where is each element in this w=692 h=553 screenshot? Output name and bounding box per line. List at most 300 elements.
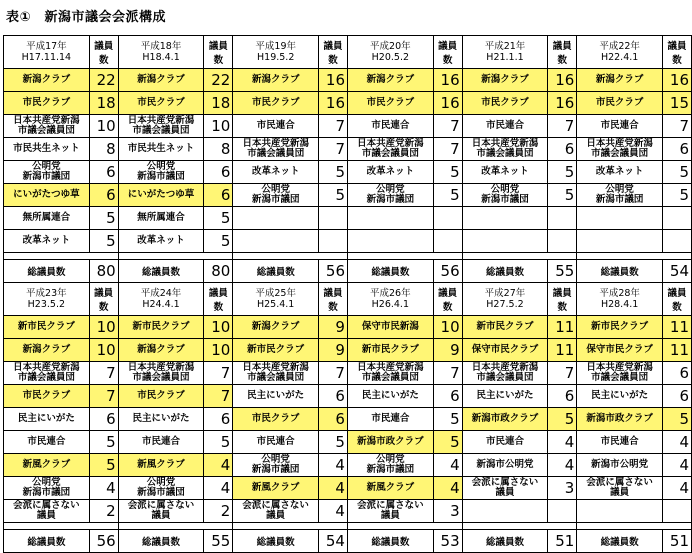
faction-seats: 6	[548, 138, 577, 161]
date-label: H28.4.1	[600, 299, 639, 310]
era-label: 平成26年	[370, 288, 411, 299]
faction-seats: 7	[89, 362, 118, 385]
faction-seats: 4	[548, 431, 577, 454]
faction-name: 市民クラブ	[233, 92, 319, 115]
seat-count-header: 議員数	[548, 36, 577, 69]
faction-name: 新潟市政クラブ	[462, 408, 548, 431]
faction-name: 日本共産党新潟 市議会議員団	[577, 362, 663, 385]
faction-seats: 7	[319, 115, 348, 138]
faction-seats	[319, 207, 348, 230]
faction-seats: 10	[433, 316, 462, 339]
faction-seats: 7	[433, 138, 462, 161]
faction-name: 民主にいがた	[462, 385, 548, 408]
faction-seats: 4	[204, 454, 233, 477]
era-label: 平成19年	[255, 41, 296, 52]
separator-cell	[233, 523, 348, 530]
date-label: H21.1.1	[486, 52, 524, 63]
faction-seats: 9	[319, 316, 348, 339]
faction-seats: 5	[662, 184, 691, 207]
faction-name: 市民クラブ	[348, 92, 434, 115]
separator-cell	[118, 253, 233, 260]
separator-row	[4, 253, 692, 260]
total-seats: 56	[89, 530, 118, 553]
faction-seats: 4	[319, 454, 348, 477]
faction-seats: 6	[662, 138, 691, 161]
total-seats: 80	[204, 260, 233, 283]
separator-cell	[4, 253, 119, 260]
faction-name: 民主にいがた	[118, 408, 204, 431]
table-row	[4, 138, 692, 161]
faction-name: 市民クラブ	[4, 92, 90, 115]
faction-seats: 6	[204, 161, 233, 184]
faction-name: 改革ネット	[4, 230, 90, 253]
faction-name: 新市民クラブ	[577, 316, 663, 339]
total-label: 総議員数	[577, 530, 663, 553]
faction-seats: 10	[89, 115, 118, 138]
total-label: 総議員数	[347, 530, 433, 553]
faction-name: 公明党 新潟市議団	[118, 477, 204, 500]
table-row	[4, 230, 692, 253]
faction-name: 公明党 新潟市議団	[347, 454, 433, 477]
seat-count-header: 議員数	[548, 283, 577, 316]
table-row	[4, 69, 692, 92]
faction-name: 市民連合	[348, 115, 434, 138]
faction-name: 公明党 新潟市議団	[4, 161, 90, 184]
faction-seats: 5	[433, 184, 462, 207]
faction-seats: 16	[319, 69, 348, 92]
faction-name: 改革ネット	[462, 161, 548, 184]
separator-cell	[348, 253, 463, 260]
faction-name: 市民共生ネット	[118, 138, 204, 161]
separator-cell	[577, 253, 692, 260]
faction-name	[577, 230, 663, 253]
seat-count-header: 議員数	[89, 36, 118, 69]
faction-seats: 7	[204, 362, 233, 385]
faction-name	[348, 207, 434, 230]
total-label: 総議員数	[348, 260, 434, 283]
faction-name	[577, 207, 663, 230]
faction-name: 市民連合	[462, 115, 548, 138]
faction-name: 新風クラブ	[118, 454, 204, 477]
era-label: 平成27年	[484, 288, 526, 299]
table-row	[4, 500, 692, 523]
table-row	[4, 161, 692, 184]
faction-seats: 5	[433, 161, 462, 184]
separator-cell	[4, 523, 119, 530]
faction-seats: 5	[204, 207, 233, 230]
faction-name: にいがたつゆ草	[118, 184, 204, 207]
faction-name: 新風クラブ	[4, 454, 90, 477]
date-label: H20.5.2	[371, 52, 410, 63]
faction-name: 新潟クラブ	[577, 69, 663, 92]
faction-seats: 11	[662, 316, 691, 339]
separator-cell	[462, 523, 577, 530]
faction-name: 市民連合	[118, 431, 204, 454]
column-date-header	[4, 283, 90, 316]
faction-seats: 2	[204, 500, 233, 523]
seat-count-header: 議員数	[319, 36, 348, 69]
faction-name: 日本共産党新潟 市議会議員団	[118, 115, 204, 138]
faction-seats: 22	[204, 69, 233, 92]
faction-seats: 7	[204, 385, 233, 408]
faction-seats: 16	[548, 69, 577, 92]
date-label: H18.4.1	[142, 52, 180, 63]
separator-cell	[577, 523, 692, 530]
faction-name: 日本共産党新潟 市議会議員団	[347, 362, 433, 385]
table-row	[4, 385, 692, 408]
total-label: 総議員数	[4, 530, 90, 553]
separator-row	[4, 523, 692, 530]
faction-name: 新潟クラブ	[233, 69, 319, 92]
faction-seats: 6	[319, 385, 348, 408]
faction-seats: 6	[662, 362, 691, 385]
faction-seats: 11	[662, 339, 691, 362]
era-label: 平成21年	[484, 41, 526, 52]
faction-seats: 5	[204, 431, 233, 454]
faction-name: 公明党 新潟市議団	[577, 184, 663, 207]
faction-name: 新市民クラブ	[462, 316, 548, 339]
faction-seats	[662, 500, 691, 523]
faction-seats: 5	[433, 431, 462, 454]
faction-name: 市民クラブ	[462, 92, 548, 115]
faction-name: 改革ネット	[348, 161, 434, 184]
faction-name: 会派に属さない 議員	[577, 477, 663, 500]
era-label: 平成17年	[26, 41, 67, 52]
faction-name	[233, 230, 319, 253]
faction-seats: 5	[319, 184, 348, 207]
faction-seats: 8	[89, 138, 118, 161]
total-seats: 55	[204, 530, 233, 553]
faction-name: 新市民クラブ	[347, 339, 433, 362]
total-row	[4, 530, 692, 553]
faction-name: 新潟クラブ	[4, 69, 90, 92]
faction-seats: 4	[204, 477, 233, 500]
faction-name: 民主にいがた	[577, 385, 663, 408]
era-label: 平成24年	[140, 288, 182, 299]
faction-seats: 10	[204, 115, 233, 138]
date-label: H27.5.2	[486, 299, 524, 310]
faction-seats: 5	[89, 207, 118, 230]
faction-name: 公明党 新潟市議団	[462, 184, 548, 207]
faction-table-h17-h22	[3, 35, 692, 283]
faction-seats: 5	[89, 454, 118, 477]
faction-seats: 4	[662, 431, 691, 454]
faction-seats: 6	[89, 184, 118, 207]
column-date-header	[577, 283, 663, 316]
total-label: 総議員数	[233, 260, 319, 283]
separator-cell	[347, 523, 462, 530]
faction-name: 市民連合	[462, 431, 548, 454]
era-label: 平成18年	[140, 41, 182, 52]
faction-seats: 3	[548, 477, 577, 500]
seat-count-header: 議員数	[662, 283, 691, 316]
faction-name	[462, 207, 548, 230]
total-label: 総議員数	[233, 530, 319, 553]
faction-seats: 16	[433, 92, 462, 115]
faction-name: 新潟市政クラブ	[577, 408, 663, 431]
faction-name: 会派に属さない 議員	[4, 500, 90, 523]
faction-name: 新潟クラブ	[233, 316, 319, 339]
faction-name: 日本共産党新潟 市議会議員団	[233, 138, 319, 161]
column-date-header	[4, 36, 90, 69]
date-label: H26.4.1	[371, 299, 409, 310]
seat-count-header: 議員数	[89, 283, 118, 316]
table-row	[4, 454, 692, 477]
faction-seats: 4	[662, 477, 691, 500]
faction-name: 市民連合	[233, 431, 319, 454]
total-label: 総議員数	[462, 260, 548, 283]
faction-name: 市民クラブ	[577, 92, 663, 115]
faction-seats: 5	[548, 408, 577, 431]
table-row	[4, 408, 692, 431]
faction-name: 新風クラブ	[233, 477, 319, 500]
seat-count-header: 議員数	[204, 283, 233, 316]
seat-count-header: 議員数	[662, 36, 691, 69]
faction-seats: 7	[662, 115, 691, 138]
total-seats: 80	[89, 260, 118, 283]
page-title: 表① 新潟市議会会派構成	[6, 10, 167, 25]
faction-seats: 11	[548, 339, 577, 362]
faction-name: 会派に属さない 議員	[462, 477, 548, 500]
faction-seats: 3	[433, 500, 462, 523]
date-label: H25.4.1	[256, 299, 295, 310]
faction-seats: 5	[319, 161, 348, 184]
total-label: 総議員数	[462, 530, 548, 553]
faction-seats: 10	[89, 316, 118, 339]
era-label: 平成25年	[255, 288, 296, 299]
faction-seats: 6	[89, 408, 118, 431]
faction-name: 公明党 新潟市議団	[233, 184, 319, 207]
faction-name: 新潟クラブ	[348, 69, 434, 92]
faction-name: 市民連合	[233, 115, 319, 138]
faction-seats: 10	[204, 339, 233, 362]
faction-seats: 5	[433, 408, 462, 431]
faction-seats	[548, 500, 577, 523]
table-row	[4, 207, 692, 230]
faction-seats: 16	[548, 92, 577, 115]
faction-seats: 22	[89, 69, 118, 92]
faction-name: 日本共産党新潟 市議会議員団	[4, 115, 90, 138]
faction-name: 新市民クラブ	[233, 339, 319, 362]
table-row	[4, 362, 692, 385]
column-date-header	[577, 36, 663, 69]
faction-name: 市民連合	[347, 408, 433, 431]
column-date-header	[118, 283, 204, 316]
faction-name: 民主にいがた	[347, 385, 433, 408]
faction-name	[348, 230, 434, 253]
column-date-header	[462, 283, 548, 316]
faction-name: 保守市民クラブ	[462, 339, 548, 362]
faction-seats: 4	[662, 454, 691, 477]
faction-name: 新潟市公明党	[577, 454, 663, 477]
faction-name: 日本共産党新潟 市議会議員団	[118, 362, 204, 385]
table-row	[4, 92, 692, 115]
total-seats: 54	[662, 260, 691, 283]
column-date-header	[233, 36, 319, 69]
table-row	[4, 184, 692, 207]
column-date-header	[347, 283, 433, 316]
faction-name: 日本共産党新潟 市議会議員団	[577, 138, 663, 161]
faction-seats	[662, 207, 691, 230]
faction-seats: 7	[319, 362, 348, 385]
faction-seats: 15	[662, 92, 691, 115]
faction-table-h23-h28	[3, 282, 692, 553]
era-label: 平成20年	[370, 41, 411, 52]
column-date-header	[118, 36, 204, 69]
faction-name: 会派に属さない 議員	[233, 500, 319, 523]
faction-name: 日本共産党新潟 市議会議員団	[233, 362, 319, 385]
faction-name	[462, 500, 548, 523]
header-row	[4, 36, 692, 69]
faction-name: 無所属連合	[4, 207, 90, 230]
faction-seats	[319, 230, 348, 253]
date-label: H17.11.14	[21, 52, 72, 63]
era-label: 平成23年	[26, 288, 67, 299]
table-row	[4, 339, 692, 362]
total-label: 総議員数	[4, 260, 90, 283]
faction-seats: 5	[548, 184, 577, 207]
faction-seats	[433, 230, 462, 253]
total-seats: 53	[433, 530, 462, 553]
faction-seats	[548, 207, 577, 230]
faction-seats: 16	[319, 92, 348, 115]
faction-seats: 9	[319, 339, 348, 362]
faction-name: 公明党 新潟市議団	[118, 161, 204, 184]
faction-seats: 4	[89, 477, 118, 500]
faction-seats: 5	[89, 431, 118, 454]
total-seats: 51	[662, 530, 691, 553]
faction-name: 新潟クラブ	[118, 69, 204, 92]
faction-name: 新潟クラブ	[118, 339, 204, 362]
date-label: H24.4.1	[142, 299, 180, 310]
faction-seats: 10	[204, 316, 233, 339]
table-row	[4, 477, 692, 500]
faction-name	[577, 500, 663, 523]
total-label: 総議員数	[577, 260, 663, 283]
faction-seats: 7	[89, 385, 118, 408]
faction-seats: 18	[89, 92, 118, 115]
column-date-header	[462, 36, 548, 69]
faction-name: 新潟市公明党	[462, 454, 548, 477]
faction-name: 市民連合	[577, 431, 663, 454]
total-label: 総議員数	[118, 530, 204, 553]
faction-name: 市民共生ネット	[4, 138, 90, 161]
faction-name: 日本共産党新潟 市議会議員団	[462, 138, 548, 161]
faction-name: 市民クラブ	[233, 408, 319, 431]
faction-name: 改革ネット	[118, 230, 204, 253]
era-label: 平成22年	[599, 41, 640, 52]
faction-name: 会派に属さない 議員	[118, 500, 204, 523]
faction-seats: 16	[433, 69, 462, 92]
faction-name: 改革ネット	[577, 161, 663, 184]
faction-seats: 6	[204, 184, 233, 207]
faction-name: 市民クラブ	[118, 385, 204, 408]
total-seats: 56	[319, 260, 348, 283]
faction-name: 市民クラブ	[4, 385, 90, 408]
faction-seats: 6	[433, 385, 462, 408]
faction-seats: 5	[204, 230, 233, 253]
column-date-header	[348, 36, 434, 69]
faction-name: 保守市民クラブ	[577, 339, 663, 362]
table-row	[4, 115, 692, 138]
faction-name: 民主にいがた	[4, 408, 90, 431]
faction-seats: 4	[319, 477, 348, 500]
separator-cell	[233, 253, 348, 260]
total-seats: 51	[548, 530, 577, 553]
separator-cell	[462, 253, 577, 260]
faction-seats: 10	[89, 339, 118, 362]
faction-seats: 4	[548, 454, 577, 477]
faction-seats: 7	[548, 362, 577, 385]
faction-seats: 5	[89, 230, 118, 253]
faction-seats: 7	[548, 115, 577, 138]
faction-seats	[662, 230, 691, 253]
faction-name: 新風クラブ	[347, 477, 433, 500]
faction-name: 会派に属さない 議員	[347, 500, 433, 523]
seat-count-header: 議員数	[433, 283, 462, 316]
total-seats: 54	[319, 530, 348, 553]
faction-name: 公明党 新潟市議団	[233, 454, 319, 477]
faction-name: 市民連合	[577, 115, 663, 138]
faction-name	[233, 207, 319, 230]
faction-name: 日本共産党新潟 市議会議員団	[462, 362, 548, 385]
faction-seats: 2	[89, 500, 118, 523]
faction-name: 日本共産党新潟 市議会議員団	[348, 138, 434, 161]
faction-seats: 16	[662, 69, 691, 92]
faction-seats: 6	[89, 161, 118, 184]
faction-name: 無所属連合	[118, 207, 204, 230]
seat-count-header: 議員数	[204, 36, 233, 69]
faction-seats: 18	[204, 92, 233, 115]
total-label: 総議員数	[118, 260, 204, 283]
total-seats: 56	[433, 260, 462, 283]
faction-seats: 5	[319, 431, 348, 454]
date-label: H22.4.1	[600, 52, 639, 63]
date-label: H19.5.2	[257, 52, 295, 63]
faction-seats: 5	[662, 161, 691, 184]
faction-seats	[548, 230, 577, 253]
faction-seats	[433, 207, 462, 230]
faction-seats: 7	[433, 115, 462, 138]
faction-seats: 5	[662, 408, 691, 431]
faction-name: 改革ネット	[233, 161, 319, 184]
faction-seats: 7	[319, 138, 348, 161]
faction-name: 新潟クラブ	[4, 339, 90, 362]
faction-name: 新市民クラブ	[118, 316, 204, 339]
faction-seats: 6	[662, 385, 691, 408]
faction-name: 民主にいがた	[233, 385, 319, 408]
faction-name: 市民連合	[4, 431, 90, 454]
table-row	[4, 431, 692, 454]
faction-name: にいがたつゆ草	[4, 184, 90, 207]
faction-seats: 9	[433, 339, 462, 362]
faction-seats: 6	[319, 408, 348, 431]
date-label: H23.5.2	[27, 299, 66, 310]
faction-name: 新潟クラブ	[462, 69, 548, 92]
table-row	[4, 316, 692, 339]
faction-seats: 4	[319, 500, 348, 523]
faction-seats: 4	[433, 454, 462, 477]
faction-seats: 5	[548, 161, 577, 184]
faction-name: 日本共産党新潟 市議会議員団	[4, 362, 90, 385]
faction-name: 公明党 新潟市議団	[4, 477, 90, 500]
faction-seats: 11	[548, 316, 577, 339]
faction-name: 市民クラブ	[118, 92, 204, 115]
faction-name: 保守市民新潟	[347, 316, 433, 339]
separator-cell	[118, 523, 233, 530]
column-date-header	[233, 283, 319, 316]
total-seats: 55	[548, 260, 577, 283]
